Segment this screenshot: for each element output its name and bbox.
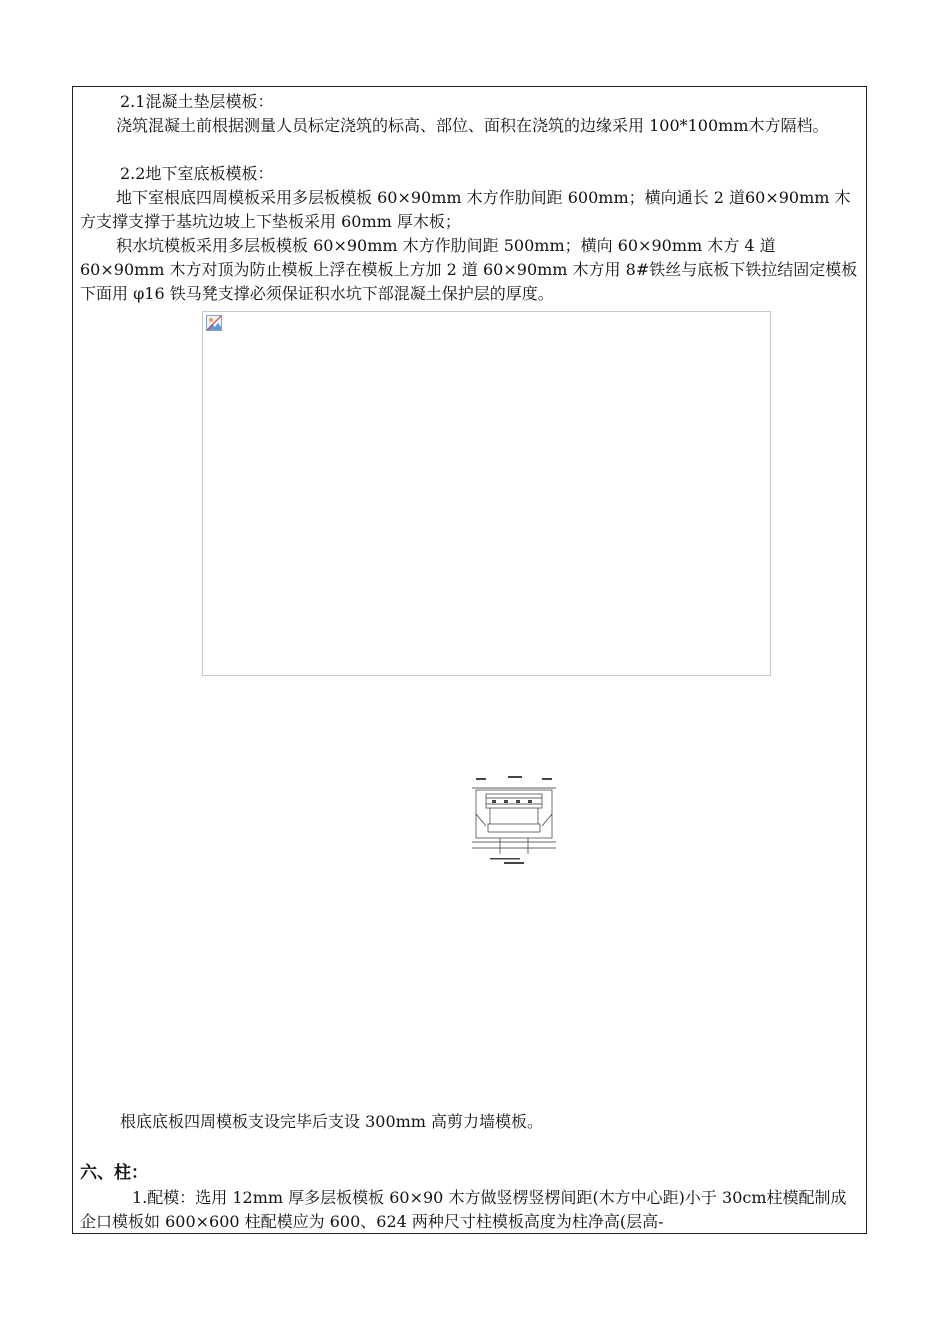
section-2-2-para1: 地下室根底四周模板采用多层板模板 60×90mm 木方作肋间距 600mm；横向通长 2 道60×90mm 木方支撑支撑于基坑边坡上下垫板采用 60mm 厚木板；: [80, 188, 851, 231]
section-2-2-para2: 积水坑模板采用多层板模板 60×90mm 木方作肋间距 500mm；横向 60×90mm 木方 4 道60×90mm 木方对顶为防止模板上浮在模板上方加 2 道 60×90mm 木方用 8#铁丝与底板下铁拉结固定模板下面用 φ16 铁马凳支撑必须保证积水坑下部混凝土保护层的厚度。: [80, 236, 858, 303]
section-2-2-title: 2.2地下室底板模板：: [120, 164, 274, 183]
formwork-section-drawing-icon: [470, 774, 558, 870]
section-6-para1: 1.配模：选用 12mm 厚多层板模板 60×90 木方做竖楞竖楞间距(木方中心距)小于 30cm柱模配制成企口模板如 600×600 柱配模应为 600、624 两种尺寸柱模板高度为柱净高(层高-: [80, 1188, 847, 1231]
section-2-2-after-figure: 根底底板四周模板支设完毕后支设 300mm 高剪力墙模板。: [120, 1112, 544, 1131]
section-2-1-body: 浇筑混凝土前根据测量人员标定浇筑的标高、部位、面积在浇筑的边缘采用 100*100mm木方隔档。: [116, 116, 829, 135]
broken-image-placeholder: [202, 311, 771, 676]
section-2-1-title: 2.1混凝土垫层模板：: [120, 92, 274, 111]
section-6-heading: 六、柱：: [80, 1163, 148, 1183]
broken-image-icon: [206, 315, 222, 331]
